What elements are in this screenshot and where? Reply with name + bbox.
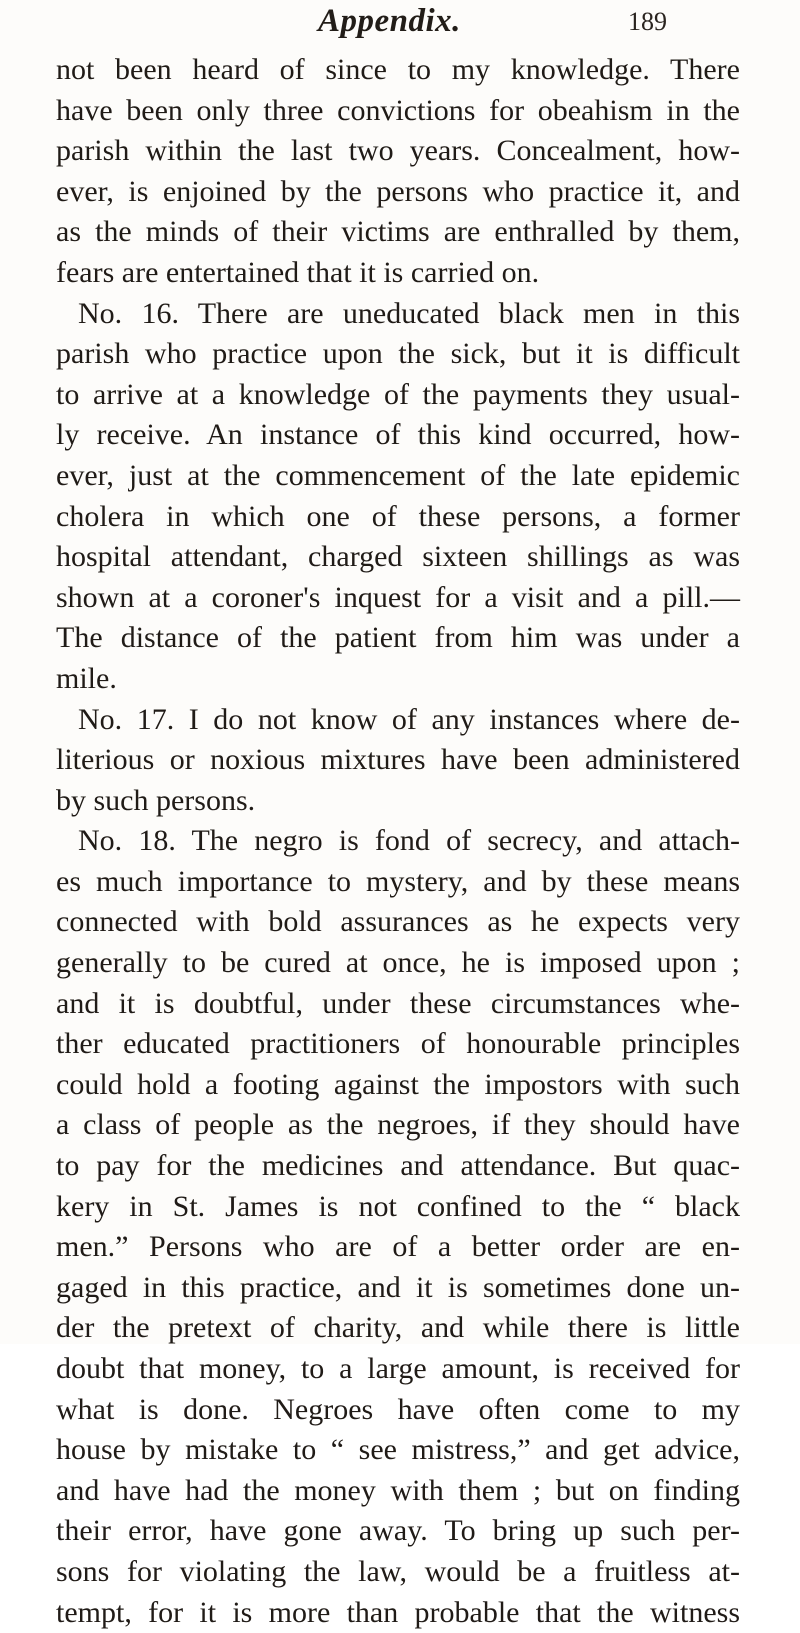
text-line: have been only three convictions for obeahism in the	[56, 93, 740, 127]
text-line: cholera in which one of these persons, a former	[56, 499, 740, 533]
text-line: not been heard of since to my knowledge. There	[56, 53, 740, 86]
paragraph-start-16: No. 16. There are uneducated black men in this	[78, 296, 740, 330]
text-line: a class of people as the negroes, if they should have	[56, 1108, 740, 1142]
text-line: to pay for the medicines and attendance. But quac-	[56, 1149, 740, 1183]
running-head-title: Appendix.	[318, 3, 461, 39]
text-line: gaged in this practice, and it is sometimes done un-	[56, 1270, 740, 1304]
text-line: their error, have gone away. To bring up such per-	[56, 1514, 740, 1548]
text-line: ever, just at the commencement of the late epidemic	[56, 458, 740, 492]
page-number: 189	[628, 7, 667, 36]
text-line: ly receive. An instance of this kind occurred, how-	[56, 418, 740, 452]
paragraph-start-18: No. 18. The negro is fond of secrecy, and attach-	[78, 824, 740, 858]
text-line: hospital attendant, charged sixteen shillings as was	[56, 540, 740, 574]
text-line: es much importance to mystery, and by these means	[56, 864, 740, 898]
text-line: mile.	[56, 661, 117, 695]
text-line: as the minds of their victims are enthralled by them,	[56, 215, 740, 249]
text-line: men.” Persons who are of a better order are en-	[56, 1230, 740, 1264]
text-line: and it is doubtful, under these circumstances whe-	[56, 986, 740, 1020]
text-line: ever, is enjoined by the persons who practice it, and	[56, 174, 740, 208]
paragraph-start-17: No. 17. I do not know of any instances where de-	[78, 702, 740, 736]
text-line: and have had the money with them ; but on finding	[56, 1473, 740, 1507]
text-line: house by mistake to “ see mistress,” and get advice,	[56, 1433, 740, 1467]
text-line: kery in St. James is not confined to the “ black	[56, 1189, 740, 1223]
running-head	[0, 0, 800, 44]
text-line: shown at a coroner's inquest for a visit and a pill.—	[56, 580, 740, 614]
text-line: fears are entertained that it is carried on.	[56, 255, 540, 289]
text-line: what is done. Negroes have often come to my	[56, 1392, 740, 1426]
text-line: ther educated practitioners of honourable principles	[56, 1027, 740, 1061]
text-line: by such persons.	[56, 783, 256, 817]
text-line: parish who practice upon the sick, but it is difficult	[56, 337, 740, 371]
text-line: could hold a footing against the impostors with such	[56, 1067, 740, 1101]
text-line: generally to be cured at once, he is imposed upon ;	[56, 946, 740, 980]
text-line: doubt that money, to a large amount, is received for	[56, 1352, 740, 1385]
text-line: The distance of the patient from him was under a	[56, 621, 740, 655]
text-line: literious or noxious mixtures have been administered	[56, 743, 740, 777]
text-line: tempt, for it is more than probable that the witness	[56, 1595, 740, 1629]
text-line: to arrive at a knowledge of the payments they usual-	[56, 377, 740, 411]
text-line: connected with bold assurances as he expects very	[56, 905, 740, 939]
body-text	[56, 50, 740, 1633]
text-line: parish within the last two years. Concealment, how-	[56, 134, 740, 168]
text-line: der the pretext of charity, and while there is little	[56, 1311, 740, 1345]
text-line: sons for violating the law, would be a fruitless at-	[56, 1554, 740, 1588]
